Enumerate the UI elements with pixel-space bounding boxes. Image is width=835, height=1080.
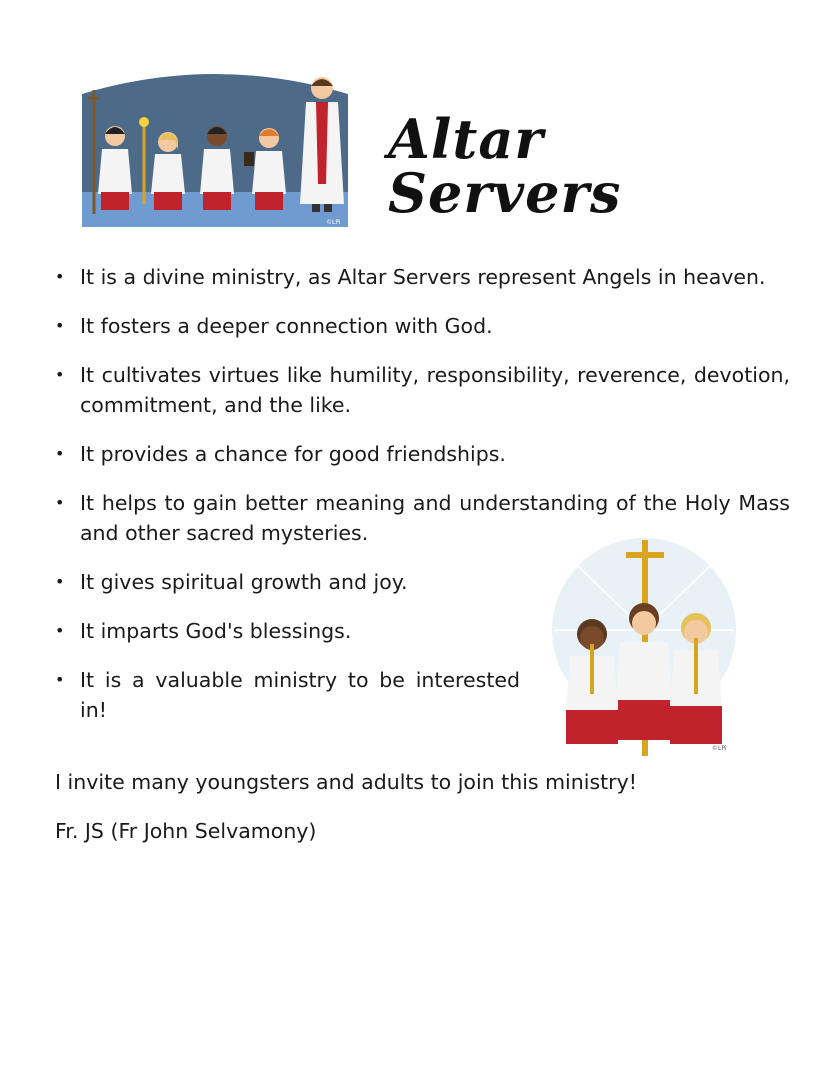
list-item: • It fosters a deeper connection with God.: [55, 314, 493, 338]
invitation-text: I invite many youngsters and adults to join this ministry!: [55, 770, 637, 794]
image-credit: ©LPi: [326, 219, 341, 226]
list-item: • It is a valuable ministry to be interested in!: [55, 668, 520, 722]
three-altar-servers-illustration: [546, 534, 762, 756]
list-item: • It provides a chance for good friendships.: [55, 442, 506, 466]
list-item: • It helps to gain better meaning and understanding of the Holy Mass and other sacred mysteries.: [55, 491, 790, 545]
list-item: • It imparts God's blessings.: [55, 619, 352, 643]
altar-servers-procession-illustration: [82, 54, 348, 227]
list-item: • It gives spiritual growth and joy.: [55, 570, 408, 594]
signature: Fr. JS (Fr John Selvamony): [55, 819, 317, 843]
image-credit: ©LPi: [712, 745, 727, 752]
page-title: Altar Servers: [388, 107, 622, 225]
list-item: • It cultivates virtues like humility, responsibility, reverence, devotion, commitment, and the like.: [55, 363, 790, 417]
list-item: • It is a divine ministry, as Altar Servers represent Angels in heaven.: [55, 265, 766, 289]
